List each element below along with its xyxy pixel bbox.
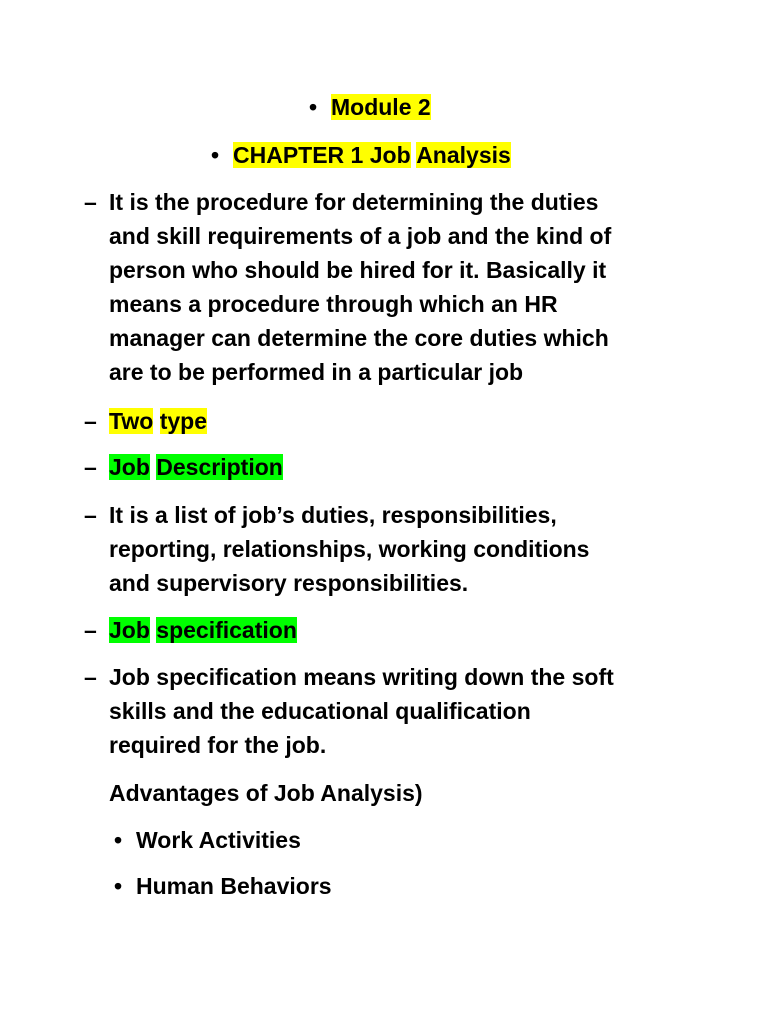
dash-icon [84, 664, 108, 690]
bullet-icon [114, 827, 136, 853]
job-specification-line: Job specification means writing down the soft [109, 664, 614, 690]
job-specification-heading [109, 617, 297, 643]
definition-line: manager can determine the core duties which [109, 325, 609, 351]
job-specification-word2: specification [156, 617, 297, 643]
job-description-word1: Job [109, 454, 150, 480]
job-description-line: reporting, relationships, working conditions [109, 536, 590, 562]
chapter-heading [211, 142, 511, 168]
job-specification-line: required for the job. [109, 732, 327, 758]
advantages-item-label: Work Activities [136, 827, 301, 853]
two-type-heading [109, 408, 207, 434]
advantages-item-label: Human Behaviors [136, 873, 332, 899]
bullet-icon [114, 873, 136, 899]
two-type-word2: type [159, 408, 207, 434]
advantages-item [114, 827, 301, 853]
dash-icon [84, 617, 108, 643]
dash-icon [84, 408, 108, 434]
advantages-heading: Advantages of Job Analysis) [109, 780, 423, 806]
job-specification-paragraph [109, 660, 709, 762]
module-title: Module 2 [331, 94, 431, 120]
two-type-word1: Two [109, 408, 154, 434]
job-description-heading [109, 454, 283, 480]
job-specification-line: skills and the educational qualification [109, 698, 531, 724]
definition-line: person who should be hired for it. Basically it [109, 257, 607, 283]
job-description-line: It is a list of job’s duties, responsibilities, [109, 502, 557, 528]
bullet-icon [211, 142, 233, 168]
dash-icon [84, 502, 108, 528]
definition-paragraph [109, 185, 709, 389]
chapter-title-part2: Analysis [416, 142, 511, 168]
job-description-word2: Description [156, 454, 283, 480]
job-description-line: and supervisory responsibilities. [109, 570, 469, 596]
definition-line: It is the procedure for determining the duties [109, 189, 599, 215]
chapter-title-part1: CHAPTER 1 Job [233, 142, 411, 168]
definition-line: are to be performed in a particular job [109, 359, 524, 385]
module-heading [309, 94, 431, 120]
dash-icon [84, 189, 108, 215]
definition-line: and skill requirements of a job and the kind of [109, 223, 612, 249]
definition-line: means a procedure through which an HR [109, 291, 558, 317]
bullet-icon [309, 94, 331, 120]
job-description-paragraph [109, 498, 709, 600]
dash-icon [84, 454, 108, 480]
advantages-item [114, 873, 332, 899]
job-specification-word1: Job [109, 617, 150, 643]
